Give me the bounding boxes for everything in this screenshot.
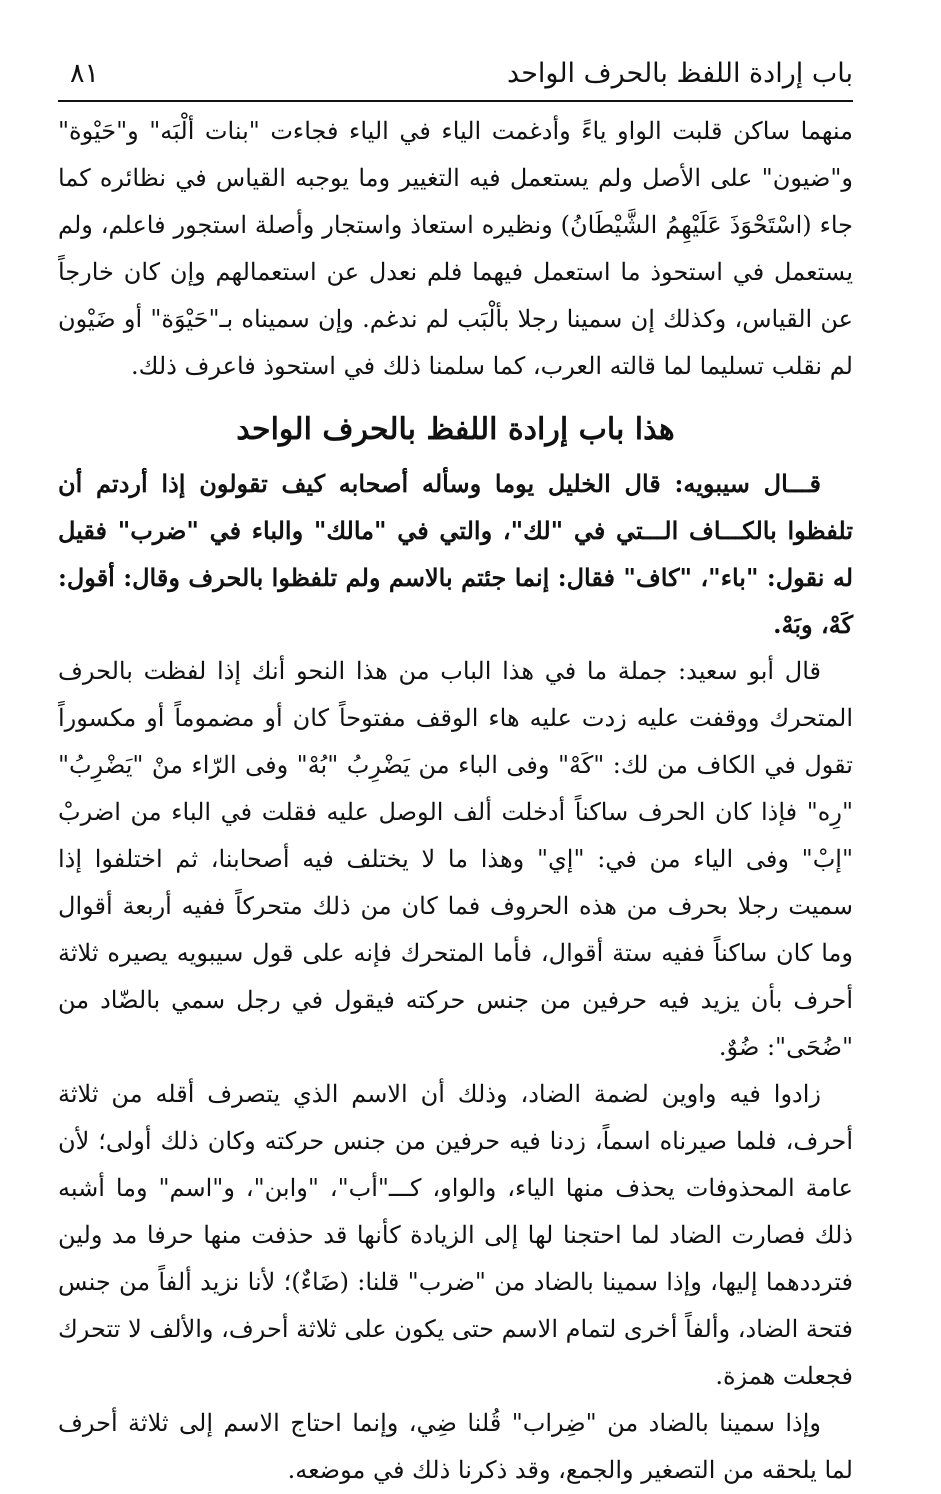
page-number: ٨١ [70,58,100,89]
paragraph-1: منهما ساكن قلبت الواو ياءً وأدغمت الياء في الياء فجاءت "بنات ألْبَه" و"حَيْوة" و"ضيون" على الأصل ولم يستعمل فيه التغيير وما يوجبه القياس في نظائره كما جاء (اسْتَحْوَذَ عَلَيْهِمُ الشَّيْطَانُ) ونظيره استعاذ واستجار وأصلة استجور فاعلم، ولم يستعمل في استحوذ ما استعمل فيهما فلم نعدل عن استعمالهم وإن كان خارجاً عن القياس، وكذلك إن سمينا رجلا بألْبَب لم ندغم. وإن سميناه بـ"حَيْوَة" أو ضَيْون لم نقلب تسليما لما قالته العرب، كما سلمنا ذلك في استحوذ فاعرف ذلك. [58,117,854,380]
paragraph-4: وإذا سمينا بالضاد من "ضِراب" قُلنا ضِي، وإنما احتاج الاسم إلى ثلاثة أحرف لما يلحقه من التصغير والجمع، وقد ذكرنا ذلك في موضعه. [58,1409,853,1484]
running-title: باب إرادة اللفظ بالحرف الواحد [507,58,853,89]
page-header [58,52,853,102]
paragraph-3: زادوا فيه واوين لضمة الضاد، وذلك أن الاسم الذي يتصرف أقله من ثلاثة أحرف، فلما صيرناه اسماً، زدنا فيه حرفين من جنس حركته وكان ذلك أولى؛ لأن عامة المحذوفات يحذف منها الياء، والواو، كـــ"أب"، "وابن"، و"اسم" وما أشبه ذلك فصارت الضاد لما احتجنا لها إلى الزيادة كأنها قد حذفت منها حرفا مد ولين فترددهما إليها، وإذا سمينا بالضاد من "ضرب" قلنا: (ضَاءٌ)؛ لأنا نزيد ألفاً من جنس فتحة الضاد، وألفاً أخرى لتمام الاسم حتى يكون على ثلاثة أحرف، والألف لا تتحرك فجعلت همزة. [58,1080,853,1390]
paragraph-abu-said: قال أبو سعيد: جملة ما في هذا الباب من هذا النحو أنك إذا لفظت بالحرف المتحرك ووقفت عليه زدت عليه هاء الوقف مفتوحاً كان أو مضموماً أو مكسوراً تقول في الكاف من لك: "كَهْ" وفى الباء من يَضْرِبُ "بُهْ" وفى الرّاء منْ "يَضْرِبُ" "رِه" فإذا كان الحرف ساكناً أدخلت ألف الوصل عليه فقلت في الباء من اضربْ "إبْ" وفى الياء من في: "إي" وهذا ما لا يختلف فيه أصحابنا، ثم اختلفوا إذا سميت رجلا بحرف من هذه الحروف فما كان من ذلك متحركاً ففيه أربعة أقوال وما كان ساكناً ففيه ستة أقوال، فأما المتحرك فإنه على قول سيبويه يصيره ثلاثة أحرف بأن يزيد فيه حرفين من جنس حركته فيقول في رجل سمي بالضّاد من "ضُحَى": ضُوٌ. [58,657,853,1061]
page-body [58,108,853,1494]
section-title: هذا باب إرادة اللفظ بالحرف الواحد [236,412,675,447]
paragraph-sibawayh: قـــال سيبويه: قال الخليل يوما وسأله أصحابه كيف تقولون إذا أردتم أن تلفظوا بالكـــاف الـــتي في "لك"، والتي في "مالك" والباء في "ضرب" فقيل له نقول: "باء"، "كاف" فقال: إنما جئتم بالاسم ولم تلفظوا بالحرف وقال: أقول: كَهْ، وبَهْ. [58,469,853,639]
header-rule [58,100,853,102]
